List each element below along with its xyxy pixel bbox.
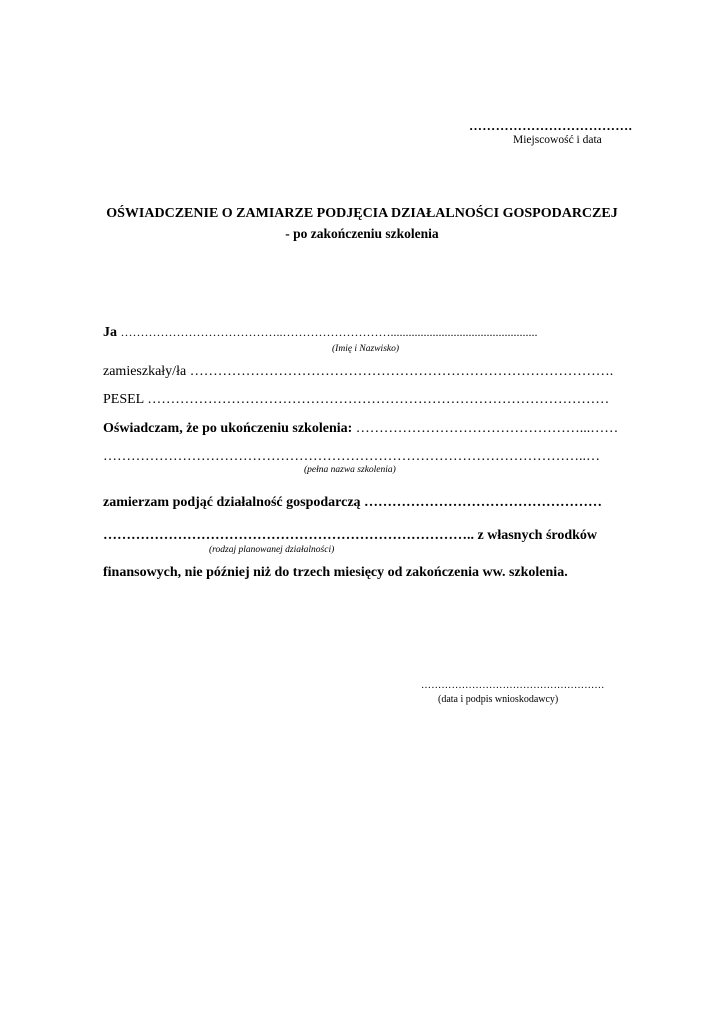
intend-line <box>103 495 602 511</box>
closing-text: finansowych, nie później niż do trzech miesięcy od zakończenia ww. szkolenia. <box>103 565 568 580</box>
pesel-line <box>103 392 609 408</box>
declaration-label: Oświadczam, że po ukończeniu szkolenia: <box>103 421 353 436</box>
name-caption: (Imię i Nazwisko) <box>332 344 400 354</box>
pesel-label: PESEL <box>103 392 144 407</box>
training-line <box>103 449 600 465</box>
signature-dots: ……………………………………………… <box>421 680 605 691</box>
name-dots: …………………………………..………………………................................................. <box>120 325 538 339</box>
address-label: zamieszkały/ła <box>103 364 187 379</box>
training-dots: …………………………………………………………………………………………..… <box>103 449 600 464</box>
declaration-line <box>103 421 618 437</box>
place-date-label: Miejscowość i data <box>513 134 602 146</box>
signature-caption: (data i podpis wnioskodawcy) <box>438 694 559 705</box>
declaration-dots: …………………………………………...…… <box>355 421 619 436</box>
document-subtitle: - po zakończeniu szkolenia <box>285 226 439 241</box>
activity-line <box>103 528 597 544</box>
address-dots: ………………………………………………………………………………. <box>189 364 614 379</box>
intend-label: zamierzam podjąć działalność gospodarczą <box>103 495 361 510</box>
intend-dots: …………………………………………… <box>364 495 603 510</box>
training-caption: (pełna nazwa szkolenia) <box>304 465 396 475</box>
activity-caption: (rodzaj planowanej działalności) <box>209 545 335 555</box>
own-funds-label: z własnych środków <box>477 528 598 543</box>
activity-dots: …………………………………………………………………….. <box>103 528 474 543</box>
name-line <box>103 325 538 341</box>
place-date-dots: ………………………………. <box>469 118 633 133</box>
address-line <box>103 364 613 380</box>
document-title: OŚWIADCZENIE O ZAMIARZE PODJĘCIA DZIAŁALNOŚCI GOSPODARCZEJ <box>106 206 618 221</box>
ja-label: Ja <box>103 325 117 340</box>
pesel-dots: ……………………………………………………………………………………… <box>147 392 610 407</box>
